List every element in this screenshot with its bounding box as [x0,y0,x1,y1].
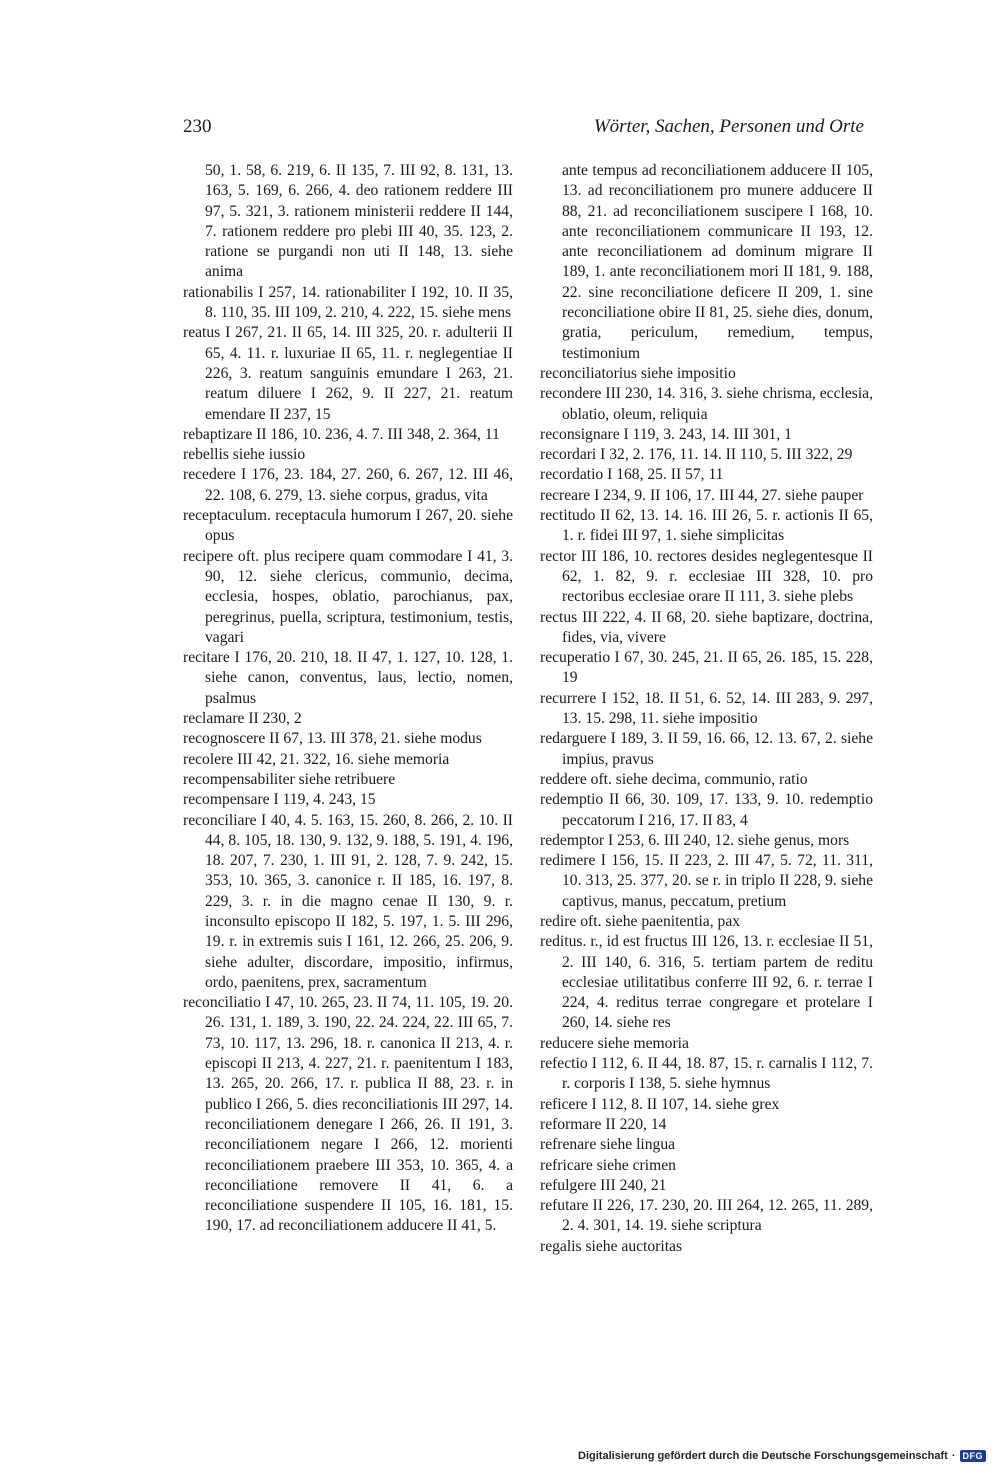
index-entry: reclamare II 230, 2 [183,710,302,728]
index-entry: reficere I 112, 8. II 107, 14. siehe grex [540,1095,780,1113]
page-header [183,116,873,140]
index-entry: recondere III 230, 14. 316, 3. siehe chrisma, ecclesia, oblatio, oleum, reliquia [540,385,873,423]
index-column-right [540,161,873,1257]
index-entry: rebellis siehe iussio [183,446,306,464]
index-entry: recordari I 32, 2. 176, 11. 14. II 110, 5. III 322, 29 [540,446,853,464]
index-entry: recedere I 176, 23. 184, 27. 260, 6. 267, 12. III 46, 22. 108, 6. 279, 13. siehe corpus, gradus, vita [183,466,513,504]
index-entry: reditus. r., id est fructus III 126, 13. r. ecclesiae II 51, 2. III 140, 6. 316, 5. tertiam partem de reditu ecclesiae utilitatibus conferre III 92, 6. r. terrae I 224, 4. reditus terrae congregare et protelare I 260, 14. siehe res [540,933,873,1032]
index-entry: redimere I 156, 15. II 223, 2. III 47, 5. 72, 11. 311, 10. 313, 25. 377, 20. se r. in triplo II 228, 9. siehe captivus, manus, peccatum, pretium [540,852,873,910]
index-entry: receptaculum. receptacula humorum I 267, 20. siehe opus [183,507,513,545]
index-entry: redire oft. siehe paenitentia, pax [540,912,741,930]
index-entry: redarguere I 189, 3. II 59, 16. 66, 12. 13. 67, 2. siehe impius, pravus [540,730,873,768]
index-entry: rectus III 222, 4. II 68, 20. siehe baptizare, doctrina, fides, via, vivere [540,608,873,646]
index-entry: refutare II 226, 17. 230, 20. III 264, 12. 265, 11. 289, 2. 4. 301, 14. 19. siehe scriptura [540,1197,873,1235]
index-entry: recordatio I 168, 25. II 57, 11 [540,466,724,484]
index-entry: rectitudo II 62, 13. 14. 16. III 26, 5. r. actionis II 65, 1. r. fidei III 97, 1. siehe simplicitas [540,507,873,545]
index-entry-continuation: 50, 1. 58, 6. 219, 6. II 135, 7. III 92, 8. 131, 13. 163, 5. 169, 6. 266, 4. deo rationem reddere III 97, 5. 321, 3. rationem ministerii reddere II 144, 7. rationem reddere pro plebi III 40, 35. 123, 2. ratione se purgandi non uti II 148, 13. siehe anima [205,162,513,281]
index-entry: recolere III 42, 21. 322, 16. siehe memoria [183,750,450,768]
index-entry: recompensabiliter siehe retribuere [183,770,396,788]
index-entry: recognoscere II 67, 13. III 378, 21. siehe modus [183,730,482,748]
index-column-left [183,161,513,1237]
running-title: Wörter, Sachen, Personen und Orte [593,116,864,137]
dfg-logo-separator: · [951,1450,956,1462]
index-entry: reconciliatorius siehe impositio [540,364,736,382]
index-entry: reddere oft. siehe decima, communio, ratio [540,770,808,788]
index-entry: recipere oft. plus recipere quam commodare I 41, 3. 90, 12. siehe clericus, communio, decima, ecclesia, hospes, oblatio, parochianus, pax, peregrinus, puella, scriptura, testimonium, testis, vagari [183,547,513,646]
index-entry: recurrere I 152, 18. II 51, 6. 52, 14. III 283, 9. 297, 13. 15. 298, 11. siehe impositio [540,689,873,728]
index-entry: redemptio II 66, 30. 109, 17. 133, 9. 10. redemptio peccatorum I 216, 17. II 83, 4 [540,791,873,829]
index-entry: refectio I 112, 6. II 44, 18. 87, 15. r. carnalis I 112, 7. r. corporis I 138, 5. siehe hymnus [540,1055,873,1093]
index-entry-continuation: ante tempus ad reconciliationem adducere II 105, 13. ad reconciliationem pro munere adducere II 88, 21. ad reconciliationem suscipere I 168, 10. ante reconciliationem communicare II 193, 12. ante reconciliationem ad dominum migrare II 189, 1. ante reconciliationem mori II 181, 9. 188, 22. sine reconciliatione deficere II 209, 1. sine reconciliatione obire II 81, 25. siehe dies, donum, gratia, periculum, remedium, tempus, testimonium [562,162,873,362]
index-entry: recreare I 234, 9. II 106, 17. III 44, 27. siehe pauper [540,486,864,504]
index-entry: recuperatio I 67, 30. 245, 21. II 65, 26. 185, 15. 228, 19 [540,649,873,687]
index-entry: refrenare siehe lingua [540,1136,676,1154]
index-entry: reatus I 267, 21. II 65, 14. III 325, 20. r. adulterii II 65, 4. 11. r. luxuriae II 65, 11. r. neglegentiae II 226, 3. reatum sanguinis emundare I 263, 21. reatum diluere I 262, 9. II 227, 21. reatum emendare II 237, 15 [183,324,513,423]
index-entry: recompensare I 119, 4. 243, 15 [183,791,376,809]
index-entry: recitare I 176, 20. 210, 18. II 47, 1. 127, 10. 128, 1. siehe canon, conventus, laus, lectio, nomen, psalmus [183,649,513,707]
index-entry: rector III 186, 10. rectores desides neglegentesque II 62, 1. 82, 9. r. ecclesiae III 328, 10. pro rectoribus ecclesiae orare II 111, 3. siehe plebs [540,547,873,606]
dfg-logo: DFG [960,1450,987,1462]
index-entry: refricare siehe crimen [540,1156,676,1174]
footer [578,1450,986,1462]
index-entry: regalis siehe auctoritas [540,1237,683,1255]
index-entry: refulgere III 240, 21 [540,1176,667,1194]
index-entry: reconsignare I 119, 3. 243, 14. III 301, 1 [540,425,792,443]
footer-text: Digitalisierung gefördert durch die Deutsche Forschungsgemeinschaft [578,1450,948,1462]
index-entry: reconciliare I 40, 4. 5. 163, 15. 260, 8. 266, 2. 10. II 44, 8. 105, 18. 130, 9. 132, 9. 188, 5. 191, 4. 196, 18. 207, 7. 230, 1. III 91, 2. 128, 7. 9. 242, 15. 353, 10. 365, 3. canonice r. II 185, 16. 197, 8. 229, 3. r. in die magno cenae II 130, 9. r. inconsulto episcopo II 182, 5. 197, 1. 5. III 296, 19. r. in extremis suis I 161, 12. 266, 25. 206, 9. siehe adulter, discordare, impositio, infirmus, ordo, paenitens, prex, sacramentum [183,811,513,991]
index-entry: reconciliatio I 47, 10. 265, 23. II 74, 11. 105, 19. 20. 26. 131, 1. 189, 3. 190, 22. 24. 224, 22. III 65, 7. 73, 10. 117, 13. 296, 18. r. canonica II 213, 4. r. episcopi II 213, 4. 227, 21. r. paenitentum I 183, 13. 265, 20. 266, 17. r. publica II 88, 23. r. in publico I 266, 5. dies reconciliationis III 297, 14. reconciliationem denegare I 266, 26. II 191, 3. reconciliationem negare I 266, 12. morienti reconciliationem praebere III 353, 10. 365, 4. a reconciliatione removere II 41, 6. a reconciliatione suspendere II 105, 16. 181, 15. 190, 17. ad reconciliationem adducere II 41, 5. [183,994,513,1235]
index-entry: reducere siehe memoria [540,1034,689,1052]
page-number: 230 [183,116,212,137]
index-entry: rebaptizare II 186, 10. 236, 4. 7. III 348, 2. 364, 11 [183,425,500,443]
index-entry: reformare II 220, 14 [540,1115,667,1133]
index-entry: rationabilis I 257, 14. rationabiliter I 192, 10. II 35, 8. 110, 35. III 109, 2. 210, 4. 222, 15. siehe mens [183,283,513,322]
index-entry: redemptor I 253, 6. III 240, 12. siehe genus, mors [540,831,850,849]
